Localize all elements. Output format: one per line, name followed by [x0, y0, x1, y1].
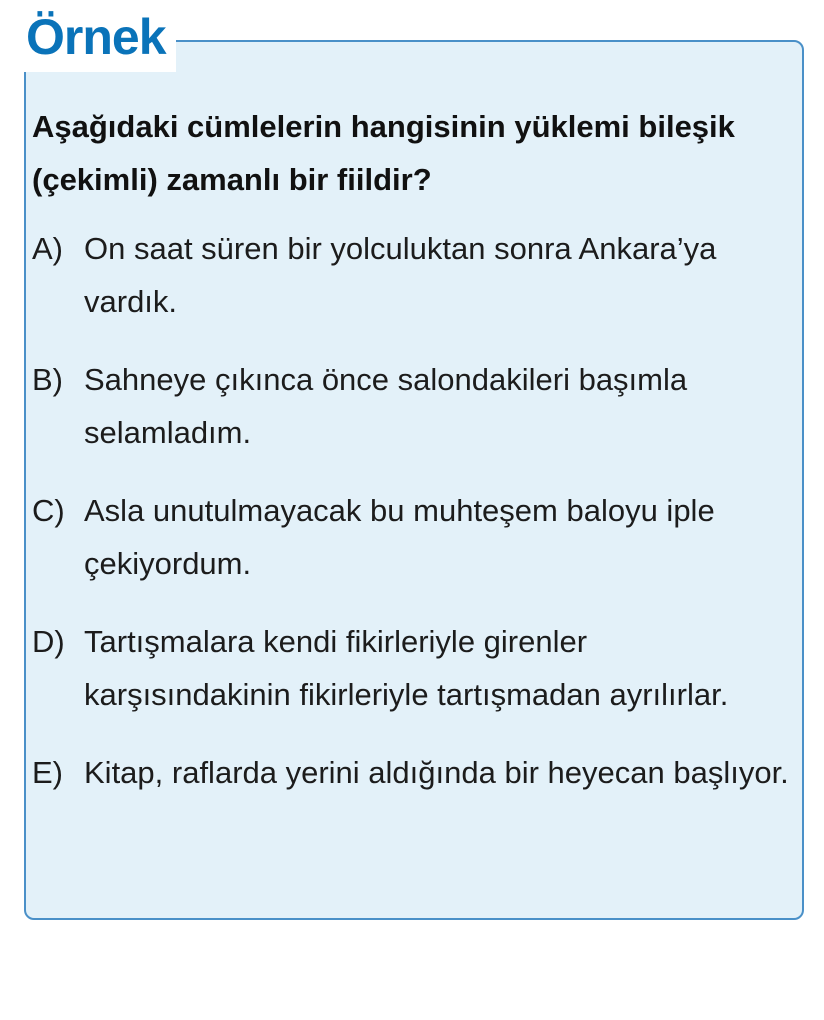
option-letter: D) — [32, 624, 65, 659]
option-text: Tartışmalara kendi fikirleriyle girenler karşısındakinin fikirleriyle tartışmadan ayrılırlar. — [84, 624, 729, 712]
option-text: On saat süren bir yolculuktan sonra Ankara’ya vardık. — [84, 231, 717, 319]
question-text: Aşağıdaki cümlelerin hangisinin yüklemi bileşik (çekimli) zamanlı bir fiildir? — [32, 109, 735, 197]
option-letter: C) — [32, 493, 65, 528]
option-a[interactable] — [32, 222, 792, 328]
option-d[interactable] — [32, 615, 792, 721]
option-text: Kitap, raflarda yerini aldığında bir heyecan başlıyor. — [84, 755, 789, 790]
example-title: Örnek — [22, 2, 176, 72]
option-c[interactable] — [32, 484, 792, 590]
option-e[interactable] — [32, 746, 792, 799]
option-b[interactable] — [32, 353, 792, 459]
option-text: Sahneye çıkınca önce salondakileri başımla selamladım. — [84, 362, 688, 450]
option-letter: E) — [32, 755, 63, 790]
option-letter: B) — [32, 362, 63, 397]
option-text: Asla unutulmayacak bu muhteşem baloyu iple çekiyordum. — [84, 493, 715, 581]
option-letter: A) — [32, 231, 63, 266]
answer-options-list — [32, 222, 792, 799]
